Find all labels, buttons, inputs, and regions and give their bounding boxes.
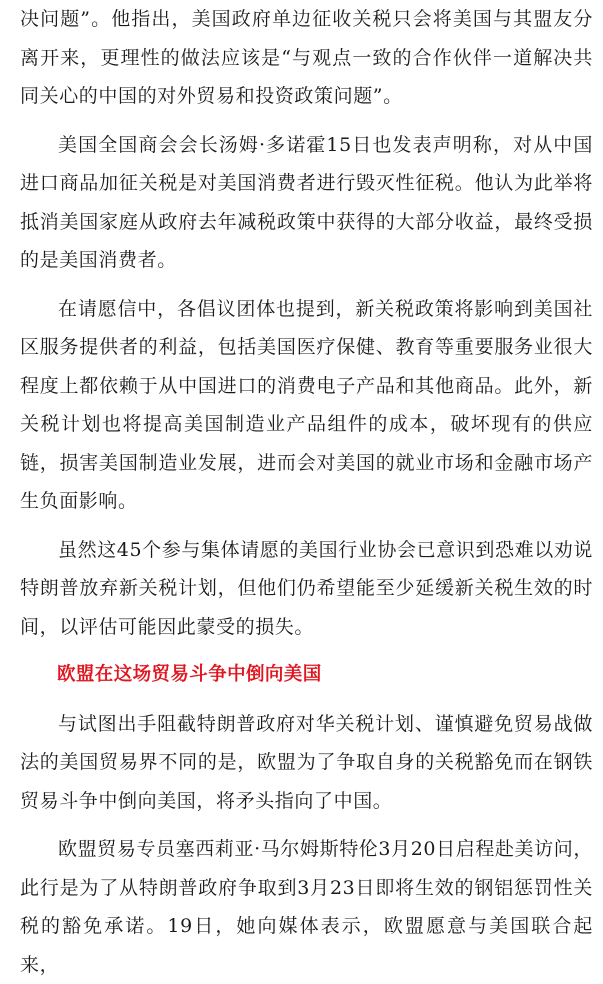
paragraph-petition-letter: 在请愿信中，各倡议团体也提到，新关税政策将影响到美国社区服务提供者的利益，包括美国医疗保健、教育等重要服务业很大程度上都依赖于从中国进口的消费电子产品和其他商品。此外，新关税计划也将提高美国制造业产品组件的成本，破坏现有的供应链，损害美国制造业发展，进而会对美国的就业市场和金融市场产生负面影响。 — [20, 297, 593, 512]
section-subheading: 欧盟在这场贸易斗争中倒向美国 — [57, 664, 322, 685]
paragraph-eu-trade-commissioner: 欧盟贸易专员塞西莉亚·马尔姆斯特伦3月20日启程赴美访问，此行是为了从特朗普政府争取到3月23日即将生效的钢铝惩罚性关税的豁免承诺。19日，她向媒体表示，欧盟愿意与美国联合起来， — [20, 838, 593, 976]
paragraph-chamber-of-commerce: 美国全国商会会长汤姆·多诺霍15日也发表声明称，对从中国进口商品加征关税是对美国消费者进行毁灭性征税。他认为此举将抵消美国家庭从政府去年减税政策中获得的大部分收益，最终受损的是美国消费者。 — [20, 133, 593, 271]
paragraph-continuation: 决问题”。他指出，美国政府单边征收关税只会将美国与其盟友分离开来，更理性的做法应该是“与观点一致的合作伙伴一道解决共同关心的中国的对外贸易和投资政策问题”。 — [20, 8, 593, 107]
paragraph-eu-stance: 与试图出手阻截特朗普政府对华关税计划、谨慎避免贸易战做法的美国贸易界不同的是，欧盟为了争取自身的关税豁免而在钢铁贸易斗争中倒向美国，将矛头指向了中国。 — [20, 712, 593, 812]
paragraph-industry-associations: 虽然这45个参与集体请愿的美国行业协会已意识到恐难以劝说特朗普放弃新关税计划，但他们仍希望能至少延缓新关税生效的时间，以评估可能因此蒙受的损失。 — [20, 538, 593, 638]
